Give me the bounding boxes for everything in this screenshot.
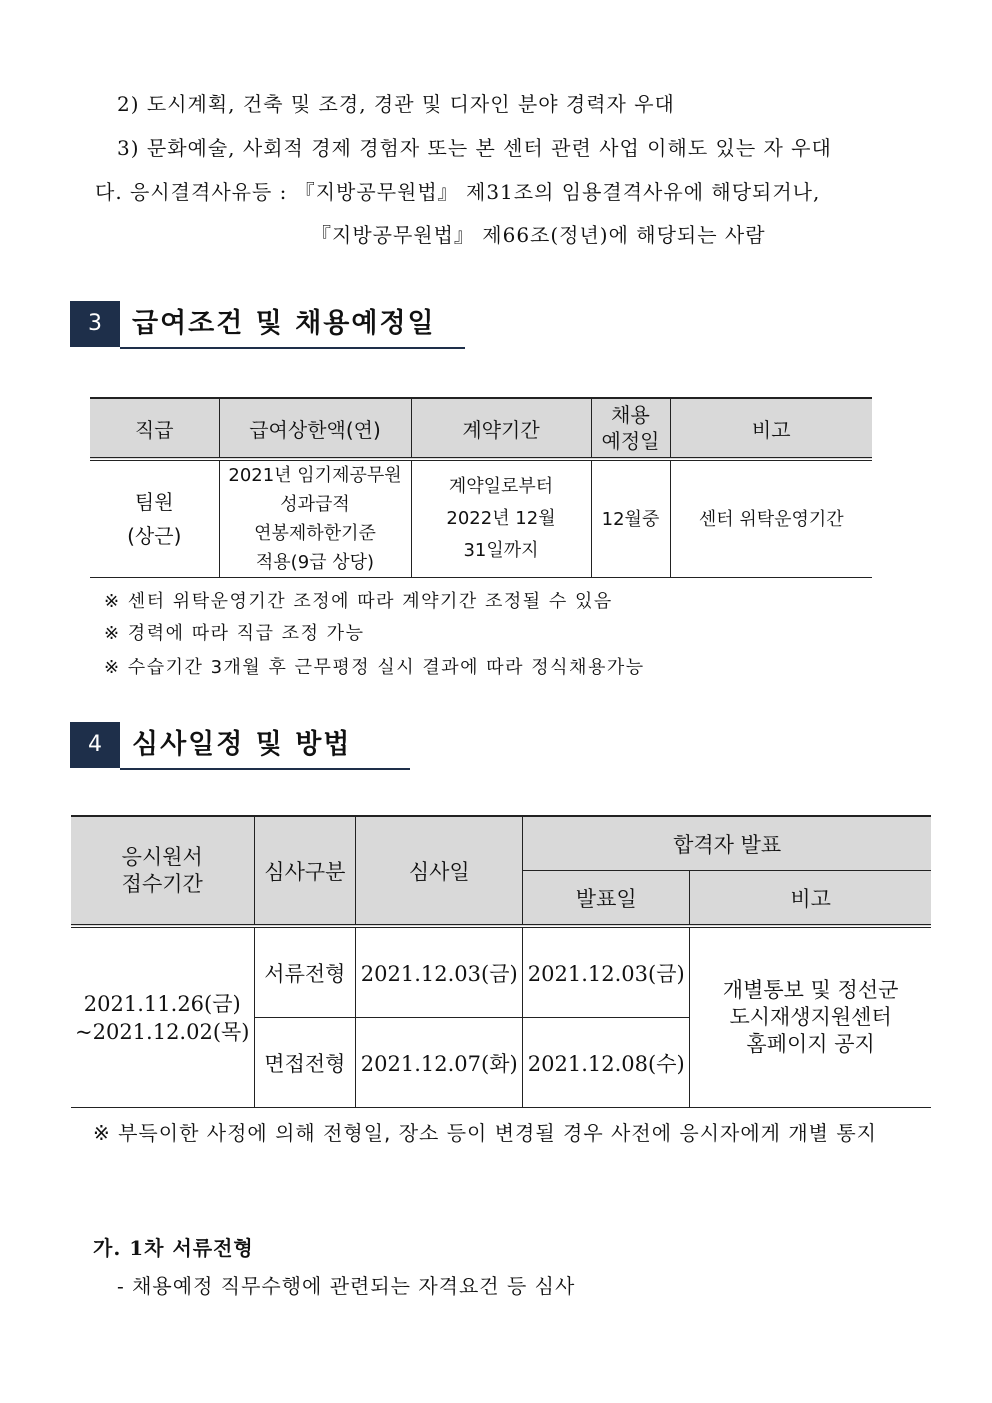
intro-line-1: 2) 도시계획, 건축 및 조경, 경관 및 디자인 분야 경력자 우대 [117, 92, 675, 116]
section-3-title: 급여조건 및 채용예정일 [132, 308, 436, 339]
section-4-title: 심사일정 및 방법 [132, 729, 352, 760]
section-4-header [70, 722, 410, 768]
section-3-number: 3 [70, 301, 120, 347]
cell-remark [690, 926, 931, 1108]
intro-line-3: 다. 응시결격사유등 : 『지방공무원법』 제31조의 임용결격사유에 해당되거나, [95, 180, 821, 204]
salary-line-2: 성과급적 [280, 494, 350, 515]
header-hire-date-l1: 채용 [611, 403, 650, 427]
rank-line-1: 팀원 [134, 490, 174, 514]
header-apply-l2: 접수기간 [121, 871, 203, 896]
apply-period-l1: 2021.11.26(금) [83, 991, 241, 1016]
salary-table [90, 397, 872, 578]
cell-note: 센터 위탁운영기간 [670, 459, 872, 578]
remark-line-1: 개별통보 및 정선군 [722, 978, 899, 1002]
cell-date-2: 2021.12.07(화) [356, 1018, 523, 1108]
header-apply-period [71, 816, 254, 926]
header-period: 계약기간 [411, 398, 591, 459]
header-result-note: 비고 [690, 871, 931, 927]
header-result: 합격자 발표 [523, 816, 931, 871]
table-row [71, 926, 931, 1018]
header-date: 심사일 [356, 816, 523, 926]
salary-note-2: ※ 경력에 따라 직급 조정 가능 [104, 623, 365, 644]
header-rank: 직급 [90, 398, 219, 459]
cell-salary [219, 459, 411, 578]
header-type: 심사구분 [254, 816, 356, 926]
section-3-header [70, 301, 465, 347]
remark-line-2: 도시재생지원센터 [729, 1005, 892, 1029]
intro-line-2: 3) 문화예술, 사회적 경제 경험자 또는 본 센터 관련 사업 이해도 있는 자 우대 [117, 136, 832, 160]
section-3-underline [120, 347, 465, 349]
header-salary: 급여상한액(연) [219, 398, 411, 459]
cell-apply-period [71, 926, 254, 1108]
cell-announce-2: 2021.12.08(수) [523, 1018, 690, 1108]
intro-line-4: 『지방공무원법』 제66조(정년)에 해당되는 사람 [311, 223, 766, 247]
cell-rank [90, 459, 219, 578]
cell-type-2: 면접전형 [254, 1018, 356, 1108]
table-row [90, 459, 872, 578]
period-line-2: 2022년 12월 [446, 508, 556, 529]
header-note: 비고 [670, 398, 872, 459]
cell-hire-date: 12월중 [591, 459, 670, 578]
header-hire-date-l2: 예정일 [601, 429, 660, 453]
header-apply-l1: 응시원서 [121, 844, 203, 869]
period-line-3: 31일까지 [463, 540, 539, 561]
salary-note-1: ※ 센터 위탁운영기간 조정에 따라 계약기간 조정될 수 있음 [104, 591, 613, 612]
cell-period [411, 459, 591, 578]
subsection-title: 가. 1차 서류전형 [93, 1236, 254, 1260]
cell-type-1: 서류전형 [254, 926, 356, 1018]
cell-announce-1: 2021.12.03(금) [523, 926, 690, 1018]
cell-date-1: 2021.12.03(금) [356, 926, 523, 1018]
salary-line-3: 연봉제하한기준 [254, 523, 376, 544]
schedule-footnote: ※ 부득이한 사정에 의해 전형일, 장소 등이 변경될 경우 사전에 응시자에게 개별 통지 [93, 1121, 877, 1145]
apply-period-l2: ~2021.12.02(목) [75, 1019, 250, 1044]
remark-line-3: 홈페이지 공지 [746, 1032, 875, 1056]
salary-line-4: 적용(9급 상당) [255, 552, 375, 573]
section-4-number: 4 [70, 722, 120, 768]
header-result-date: 발표일 [523, 871, 690, 927]
section-4-underline [120, 768, 410, 770]
schedule-table [71, 815, 931, 1108]
salary-line-1: 2021년 임기제공무원 [228, 465, 402, 486]
salary-note-3: ※ 수습기간 3개월 후 근무평정 실시 결과에 따라 정식채용가능 [104, 657, 645, 678]
header-hire-date [591, 398, 670, 459]
subsection-item: - 채용예정 직무수행에 관련되는 자격요건 등 심사 [117, 1274, 576, 1298]
period-line-1: 계약일로부터 [448, 476, 554, 497]
rank-line-2: (상근) [127, 524, 182, 548]
